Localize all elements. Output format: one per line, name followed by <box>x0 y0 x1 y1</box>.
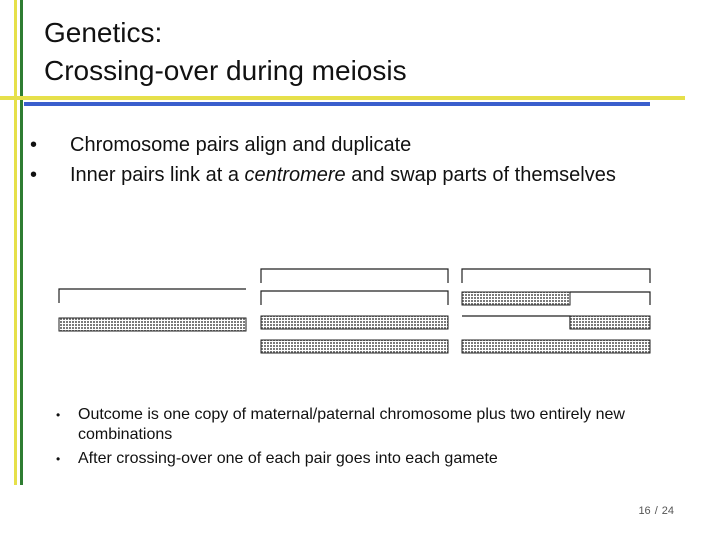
bullet-text: Inner pairs link at a <box>70 164 245 186</box>
outcome-bullet-list <box>56 405 676 473</box>
bullet-item <box>56 449 676 469</box>
bullet-text: Outcome is one copy of maternal/paternal chromosome plus two entirely new combinations <box>78 406 625 443</box>
chromosome-crossover-white-part <box>462 316 570 329</box>
bullet-text: Chromosome pairs align and duplicate <box>70 134 412 156</box>
bullet-item <box>56 405 676 445</box>
title-line-1: Genetics: <box>44 17 163 48</box>
title-line-2: Crossing-over during meiosis <box>44 55 407 86</box>
bullet-marker: • <box>56 408 61 422</box>
page-current: 16 <box>638 505 651 517</box>
stage-2-chromosomes <box>261 269 448 353</box>
bullet-text-after: and swap parts of themselves <box>345 164 616 186</box>
bullet-marker: • <box>56 452 61 466</box>
bullet-text: After crossing-over one of each pair goes into each gamete <box>78 450 498 467</box>
stage-1-chromosomes <box>59 289 246 331</box>
chromosome-shaded <box>59 318 246 331</box>
page-total: 24 <box>661 505 674 517</box>
chromosome-crossover-shaded-part <box>570 316 650 329</box>
page-separator: / <box>654 505 658 517</box>
chromosome-crossover-shaded-part <box>462 292 570 305</box>
chromosome-shaded <box>261 340 448 353</box>
chromosome-shaded <box>261 316 448 329</box>
chromosome-outline-white <box>261 291 448 305</box>
bullet-emphasis: centromere <box>244 164 346 186</box>
chromosome-crossover-white-part <box>570 292 650 305</box>
stage-3-chromosomes <box>462 269 650 353</box>
chromosome-outline-white <box>59 289 246 303</box>
chromosome-outline-white <box>261 269 448 283</box>
bullet-marker: • <box>30 134 38 156</box>
bullet-marker: • <box>30 164 38 186</box>
chromosome-outline-white <box>462 269 650 283</box>
chromosome-shaded <box>462 340 650 353</box>
page-number <box>636 505 676 517</box>
